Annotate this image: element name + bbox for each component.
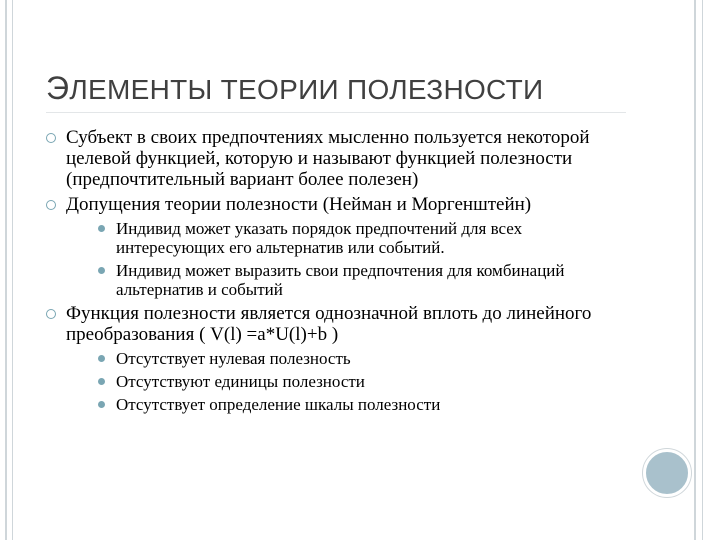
sub-bullet-item: [66, 219, 626, 257]
sub-bullet-item: [66, 261, 626, 299]
bullet-list: [46, 127, 626, 418]
bullet-text: Субъект в своих предпочтениях мысленно пользуется некоторой целевой функцией, которую и называют функцией полезности (предпочтительный вариант более полезен): [66, 127, 590, 190]
decorative-circle: [643, 449, 691, 497]
bullet-text: Функция полезности является однозначной вплоть до линейного преобразования ( V(l) =a*U(l)+b ): [66, 303, 592, 345]
bullet-text: Допущения теории полезности (Нейман и Моргенштейн): [66, 194, 532, 215]
dot-bullet-icon: [98, 355, 105, 362]
ring-bullet-icon: [46, 200, 56, 210]
ring-bullet-icon: [46, 133, 56, 143]
sub-bullet-text: Отсутствует определение шкалы полезности: [116, 395, 441, 414]
sub-bullet-item: [66, 372, 626, 391]
sub-bullet-text: Отсутствуют единицы полезности: [116, 372, 365, 391]
bullet-item: [46, 127, 626, 190]
sub-bullet-item: [66, 395, 626, 414]
dot-bullet-icon: [98, 401, 105, 408]
sub-bullet-item: [66, 349, 626, 368]
title-first-letter: Э: [46, 70, 70, 106]
ring-bullet-icon: [46, 309, 56, 319]
slide-title: [46, 70, 543, 107]
title-divider: [46, 112, 626, 113]
bullet-item: [46, 303, 626, 414]
sub-bullet-text: Индивид может выразить свои предпочтения для комбинаций альтернатив и событий: [116, 261, 565, 299]
title-rest: ЛЕМЕНТЫ ТЕОРИИ ПОЛЕЗНОСТИ: [69, 74, 544, 105]
frame-line-left-inner: [12, 0, 13, 540]
sub-bullet-text: Индивид может указать порядок предпочтений для всех интересующих его альтернатив или событий.: [116, 219, 523, 257]
dot-bullet-icon: [98, 378, 105, 385]
frame-line-right-outer: [694, 0, 696, 540]
dot-bullet-icon: [98, 267, 105, 274]
dot-bullet-icon: [98, 225, 105, 232]
bullet-item: [46, 194, 626, 299]
frame-line-right-inner: [702, 0, 703, 540]
sub-bullet-text: Отсутствует нулевая полезность: [116, 349, 351, 368]
frame-line-left-outer: [5, 0, 7, 540]
